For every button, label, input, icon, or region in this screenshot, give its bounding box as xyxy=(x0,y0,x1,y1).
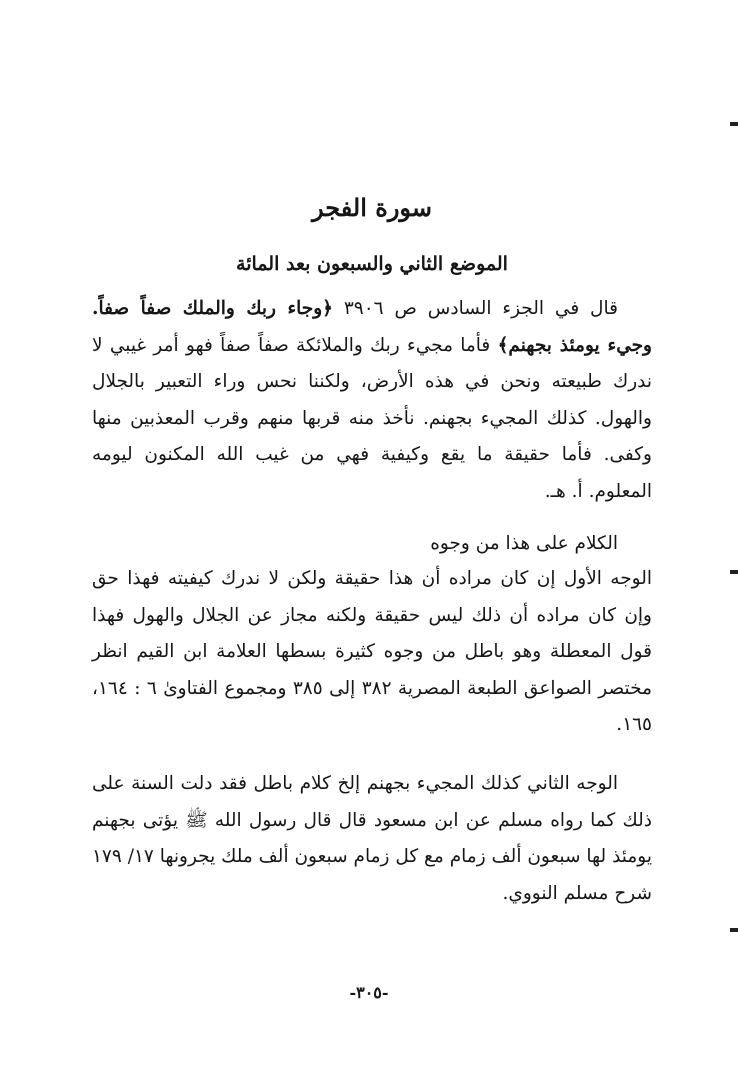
paragraph-rest: فأما مجيء ربك والملائكة صفاً صفاً فهو أمر غيبي لا ندرك طبيعته ونحن في هذه الأرض، ولكننا نحس وراء التعبير بالجلال والهول. كذلك المجيء بجهنم. نأخذ منه قربها منهم وقرب المعذبين منها وكفى. فأما حقيقة ما يقع وكيفية فهي من غيب الله المكنون ليومه المعلوم. أ. هـ. xyxy=(92,334,652,502)
edge-mark xyxy=(730,928,738,932)
paragraph-quote-commentary xyxy=(92,291,652,511)
paragraph-intro: قال في الجزء السادس ص ٣٩٠٦ xyxy=(343,298,618,319)
quran-quote: ﴿وجاء ربك والملك صفاً صفاً. وجيء يومئذ بجهنم﴾ xyxy=(92,298,652,356)
second-aspect-text: الوجه الثاني كذلك المجيء بجهنم إلخ كلام باطل فقد دلت السنة على ذلك كما رواه مسلم عن ابن مسعود قال قال رسول الله ﷺ يؤتى بجهنم يومئذ لها سبعون ألف زمام مع كل زمام سبعون ألف ملك يجرونها ١٧/ ١٧٩ شرح مسلم النووي. xyxy=(92,773,652,904)
edge-mark xyxy=(730,122,738,126)
paragraph-first-aspect xyxy=(92,561,652,744)
paragraph-aspects-heading xyxy=(92,526,652,563)
first-aspect-text: الوجه الأول إن كان مراده أن هذا حقيقة ولكن لا ندرك كيفيته فهذا حق وإن كان مراده أن ذلك ليس حقيقة ولكنه مجاز عن الجلال والهول فهذا قول المعطلة وهو باطل من وجوه كثيرة بسطها العلامة ابن القيم انظر مختصر الصواعق الطبعة المصرية ٣٨٢ إلى ٣٨٥ ومجموع الفتاوىٰ ٦ : ١٦٤، ١٦٥. xyxy=(92,568,652,736)
section-title: الموضع الثاني والسبعون بعد المائة xyxy=(236,253,508,275)
page-number: -٣٠٥- xyxy=(349,983,389,1002)
surah-title: سورة الفجر xyxy=(312,193,432,222)
aspects-heading-text: الكلام على هذا من وجوه xyxy=(430,533,618,554)
edge-mark xyxy=(730,570,738,574)
paragraph-second-aspect xyxy=(92,766,652,912)
